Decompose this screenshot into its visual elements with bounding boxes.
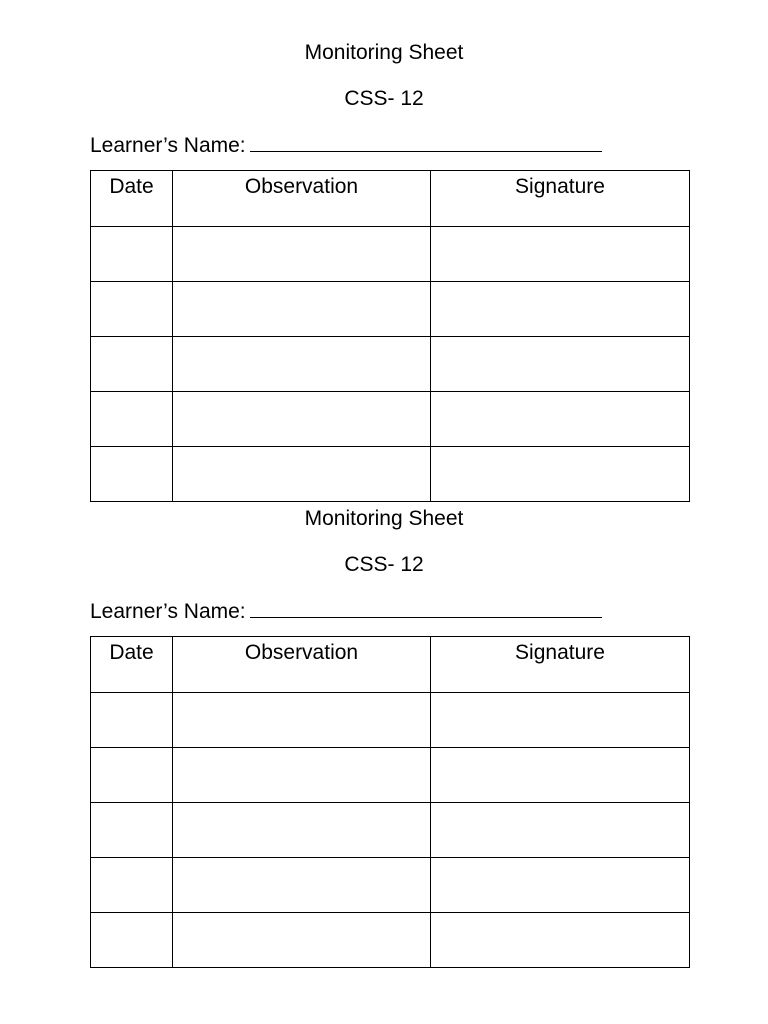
date-cell[interactable] <box>91 392 173 447</box>
learner-name-blank[interactable] <box>250 595 602 618</box>
column-header-observation: Observation <box>173 637 431 693</box>
table-row <box>91 693 690 748</box>
signature-cell[interactable] <box>431 447 690 502</box>
observation-cell[interactable] <box>173 693 431 748</box>
date-cell[interactable] <box>91 858 173 913</box>
sheet-title: Monitoring Sheet <box>304 41 464 64</box>
date-cell[interactable] <box>91 337 173 392</box>
table-row <box>91 337 690 392</box>
sheet-subtitle: CSS- 12 <box>344 87 424 110</box>
observation-cell[interactable] <box>173 337 431 392</box>
date-cell[interactable] <box>91 447 173 502</box>
signature-cell[interactable] <box>431 392 690 447</box>
column-header-date: Date <box>91 171 173 227</box>
column-header-date: Date <box>91 637 173 693</box>
table-row <box>91 227 690 282</box>
signature-cell[interactable] <box>431 858 690 913</box>
learner-name-label: Learner’s Name: <box>90 600 246 623</box>
signature-cell[interactable] <box>431 748 690 803</box>
table-header-row <box>91 171 690 227</box>
monitoring-table <box>90 636 690 968</box>
table-row <box>91 803 690 858</box>
date-cell[interactable] <box>91 693 173 748</box>
learner-name-label: Learner’s Name: <box>90 134 246 157</box>
table-row <box>91 447 690 502</box>
date-cell[interactable] <box>91 913 173 968</box>
observation-cell[interactable] <box>173 282 431 337</box>
signature-cell[interactable] <box>431 227 690 282</box>
monitoring-table <box>90 170 690 502</box>
observation-cell[interactable] <box>173 913 431 968</box>
observation-cell[interactable] <box>173 748 431 803</box>
table-row <box>91 282 690 337</box>
learner-name-line <box>90 129 602 159</box>
sheet-subtitle: CSS- 12 <box>344 553 424 576</box>
column-header-observation: Observation <box>173 171 431 227</box>
table-row <box>91 913 690 968</box>
observation-cell[interactable] <box>173 392 431 447</box>
table-header-row <box>91 637 690 693</box>
signature-cell[interactable] <box>431 337 690 392</box>
table-row <box>91 748 690 803</box>
signature-cell[interactable] <box>431 913 690 968</box>
signature-cell[interactable] <box>431 803 690 858</box>
learner-name-blank[interactable] <box>250 129 602 152</box>
date-cell[interactable] <box>91 748 173 803</box>
sheet-title: Monitoring Sheet <box>304 507 464 530</box>
column-header-signature: Signature <box>431 637 690 693</box>
column-header-signature: Signature <box>431 171 690 227</box>
signature-cell[interactable] <box>431 282 690 337</box>
observation-cell[interactable] <box>173 227 431 282</box>
learner-name-line <box>90 595 602 625</box>
signature-cell[interactable] <box>431 693 690 748</box>
observation-cell[interactable] <box>173 858 431 913</box>
observation-cell[interactable] <box>173 803 431 858</box>
observation-cell[interactable] <box>173 447 431 502</box>
date-cell[interactable] <box>91 282 173 337</box>
date-cell[interactable] <box>91 803 173 858</box>
table-row <box>91 858 690 913</box>
table-row <box>91 392 690 447</box>
date-cell[interactable] <box>91 227 173 282</box>
